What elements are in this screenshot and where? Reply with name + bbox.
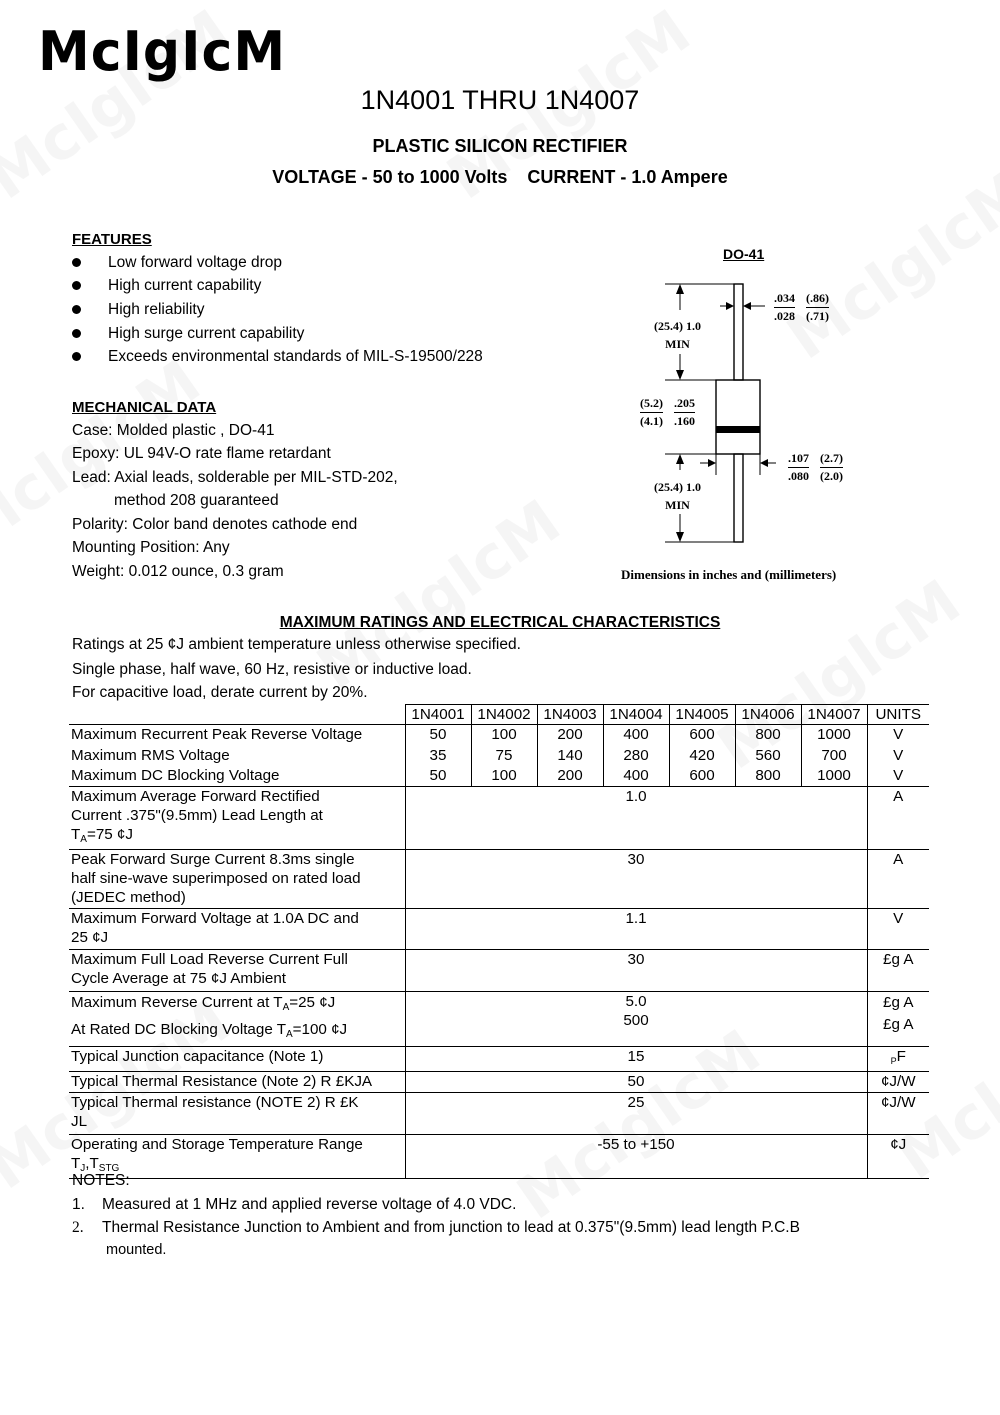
list-item: Exceeds environmental standards of MIL-S-19500/228 <box>72 348 81 366</box>
note-item: 1. Measured at 1 MHz and applied reverse voltage of 4.0 VDC. <box>72 1196 517 1213</box>
cathode-band <box>716 426 760 433</box>
bullet-icon <box>72 329 81 338</box>
bullet-icon <box>72 305 81 314</box>
diode-body <box>716 380 760 454</box>
note-item-continued: mounted. <box>106 1242 167 1258</box>
row-label: Maximum DC Blocking Voltage <box>69 766 405 787</box>
table-header-cell: 1N4007 <box>801 705 867 725</box>
table-header-cell <box>69 705 405 725</box>
ratings-note: For capacitive load, derate current by 20%. <box>72 684 368 701</box>
features-heading: FEATURES <box>72 231 152 248</box>
ratings-heading: MAXIMUM RATINGS AND ELECTRICAL CHARACTERISTICS <box>279 614 721 631</box>
mechanical-line: Weight: 0.012 ounce, 0.3 gram <box>72 563 284 580</box>
bullet-icon <box>72 281 81 290</box>
table-header-cell: 1N4003 <box>537 705 603 725</box>
ratings-note: Ratings at 25 ¢J ambient temperature unless otherwise specified. <box>72 636 521 653</box>
body-diameter-label: $\frac{.107}{.080}$ $\frac{(2.7)}{(2.0)}$ <box>788 451 843 483</box>
mechanical-line: Epoxy: UL 94V-O rate flame retardant <box>72 445 331 462</box>
note-item: 2. Thermal Resistance Junction to Ambient and from junction to lead at 0.375"(9.5mm) lead length P.C.B <box>72 1219 800 1236</box>
table-row: Maximum Recurrent Peak Reverse Voltage 50 100 200 400 600 800 1000 V <box>69 725 929 746</box>
mechanical-line: Polarity: Color band denotes cathode end <box>72 516 358 533</box>
table-row: Maximum Full Load Reverse Current Full Cycle Average at 75 ¢J Ambient 30 £g A <box>69 950 929 992</box>
table-header-cell: 1N4004 <box>603 705 669 725</box>
list-item: High reliability <box>72 301 81 319</box>
row-label: Typical Junction capacitance (Note 1) <box>69 1047 405 1072</box>
brand-logo: McIgIcM <box>38 20 287 84</box>
bullet-icon <box>72 258 81 267</box>
table-header-cell: UNITS <box>867 705 929 725</box>
table-row: Maximum Average Forward Rectified Current .375"(9.5mm) Lead Length at $T_A=75$ ¢J 1.0 A <box>69 787 929 850</box>
row-label: Maximum Full Load Reverse Current Full Cycle Average at 75 ¢J Ambient <box>69 950 405 992</box>
page-title: 1N4001 THRU 1N4007 <box>360 85 640 115</box>
row-label: Maximum Recurrent Peak Reverse Voltage <box>71 726 363 743</box>
row-label: Typical Thermal Resistance (Note 2) R £KJA <box>69 1072 405 1093</box>
row-label: Maximum RMS Voltage <box>71 746 230 764</box>
table-header-cell: 1N4006 <box>735 705 801 725</box>
ratings-note: Single phase, half wave, 60 Hz, resistive or inductive load. <box>72 661 472 678</box>
bullet-icon <box>72 352 81 361</box>
row-label: Maximum Average Forward Rectified Current .375"(9.5mm) Lead Length at $T_A=75$ ¢J <box>69 787 405 850</box>
table-header-cell: 1N4001 <box>405 705 471 725</box>
notes-heading: NOTES: <box>72 1172 130 1189</box>
diagram-caption: Dimensions in inches and (millimeters) <box>621 567 837 582</box>
table-row: Maximum RMS Voltage 35 75 140 280 420 560 700 V <box>69 746 929 766</box>
row-label: Operating and Storage Temperature Range $T_J,T_{STG}$ <box>69 1135 405 1179</box>
mechanical-heading: MECHANICAL DATA <box>72 399 217 416</box>
mechanical-line: Case: Molded plastic , DO-41 <box>72 422 275 439</box>
package-name: DO-41 <box>723 246 765 262</box>
list-item: High current capability <box>72 277 81 295</box>
table-row: Operating and Storage Temperature Range $T_J,T_{STG}$ -55 to +150 ¢J <box>69 1135 929 1179</box>
table-row: Maximum DC Blocking Voltage 50 100 200 400 600 800 1000 V <box>69 766 929 787</box>
table-header-cell: 1N4002 <box>471 705 537 725</box>
lead-diameter-label: $\frac{.034}{.028}$ $\frac{(.86)}{(.71)}$ <box>774 291 829 323</box>
mechanical-line: Mounting Position: Any <box>72 539 230 556</box>
table-row: Maximum Forward Voltage at 1.0A DC and 25 ¢J 1.1 V <box>69 909 929 950</box>
mechanical-line: Lead: Axial leads, solderable per MIL-STD-202, <box>72 469 398 486</box>
table-row: Typical Junction capacitance (Note 1) 15 $_P$F <box>69 1047 929 1072</box>
top-lead <box>734 284 743 380</box>
list-item: Low forward voltage drop <box>72 254 81 272</box>
body-length-label: $\frac{(5.2)}{(4.1)}$ $\frac{.205}{.160}$ <box>640 396 695 428</box>
top-lead-length-label: (25.4) 1.0 MIN <box>654 319 701 351</box>
row-label: Peak Forward Surge Current 8.3ms single half sine-wave superimposed on rated load (JEDEC method) <box>69 850 405 909</box>
table-row: Typical Thermal resistance (NOTE 2) R £K JL 25 ¢J/W <box>69 1093 929 1135</box>
bottom-lead-length-label: (25.4) 1.0 MIN <box>654 480 701 512</box>
mechanical-line: method 208 guaranteed <box>114 492 279 509</box>
list-item: High surge current capability <box>72 325 81 343</box>
row-label: Maximum Reverse Current at $T_A=25$ ¢J At Rated DC Blocking Voltage $T_A=100$ ¢J <box>69 992 405 1047</box>
ratings-table <box>69 704 929 1179</box>
table-row: Maximum Reverse Current at $T_A=25$ ¢J At Rated DC Blocking Voltage $T_A=100$ ¢J 5.0 500 £g A £g A <box>69 992 929 1047</box>
page-subtitle: PLASTIC SILICON RECTIFIER <box>372 136 628 156</box>
table-header-row <box>69 705 929 725</box>
table-row: Peak Forward Surge Current 8.3ms single half sine-wave superimposed on rated load (JEDEC method) 30 A <box>69 850 929 909</box>
bottom-lead <box>734 454 743 542</box>
table-row: Typical Thermal Resistance (Note 2) R £KJA 50 ¢J/W <box>69 1072 929 1093</box>
row-label: Maximum Forward Voltage at 1.0A DC and 25 ¢J <box>69 909 405 950</box>
table-header-cell: 1N4005 <box>669 705 735 725</box>
ratings-summary: VOLTAGE - 50 to 1000 Volts CURRENT - 1.0 Ampere <box>272 167 728 187</box>
row-label: Typical Thermal resistance (NOTE 2) R £K JL <box>69 1093 405 1135</box>
